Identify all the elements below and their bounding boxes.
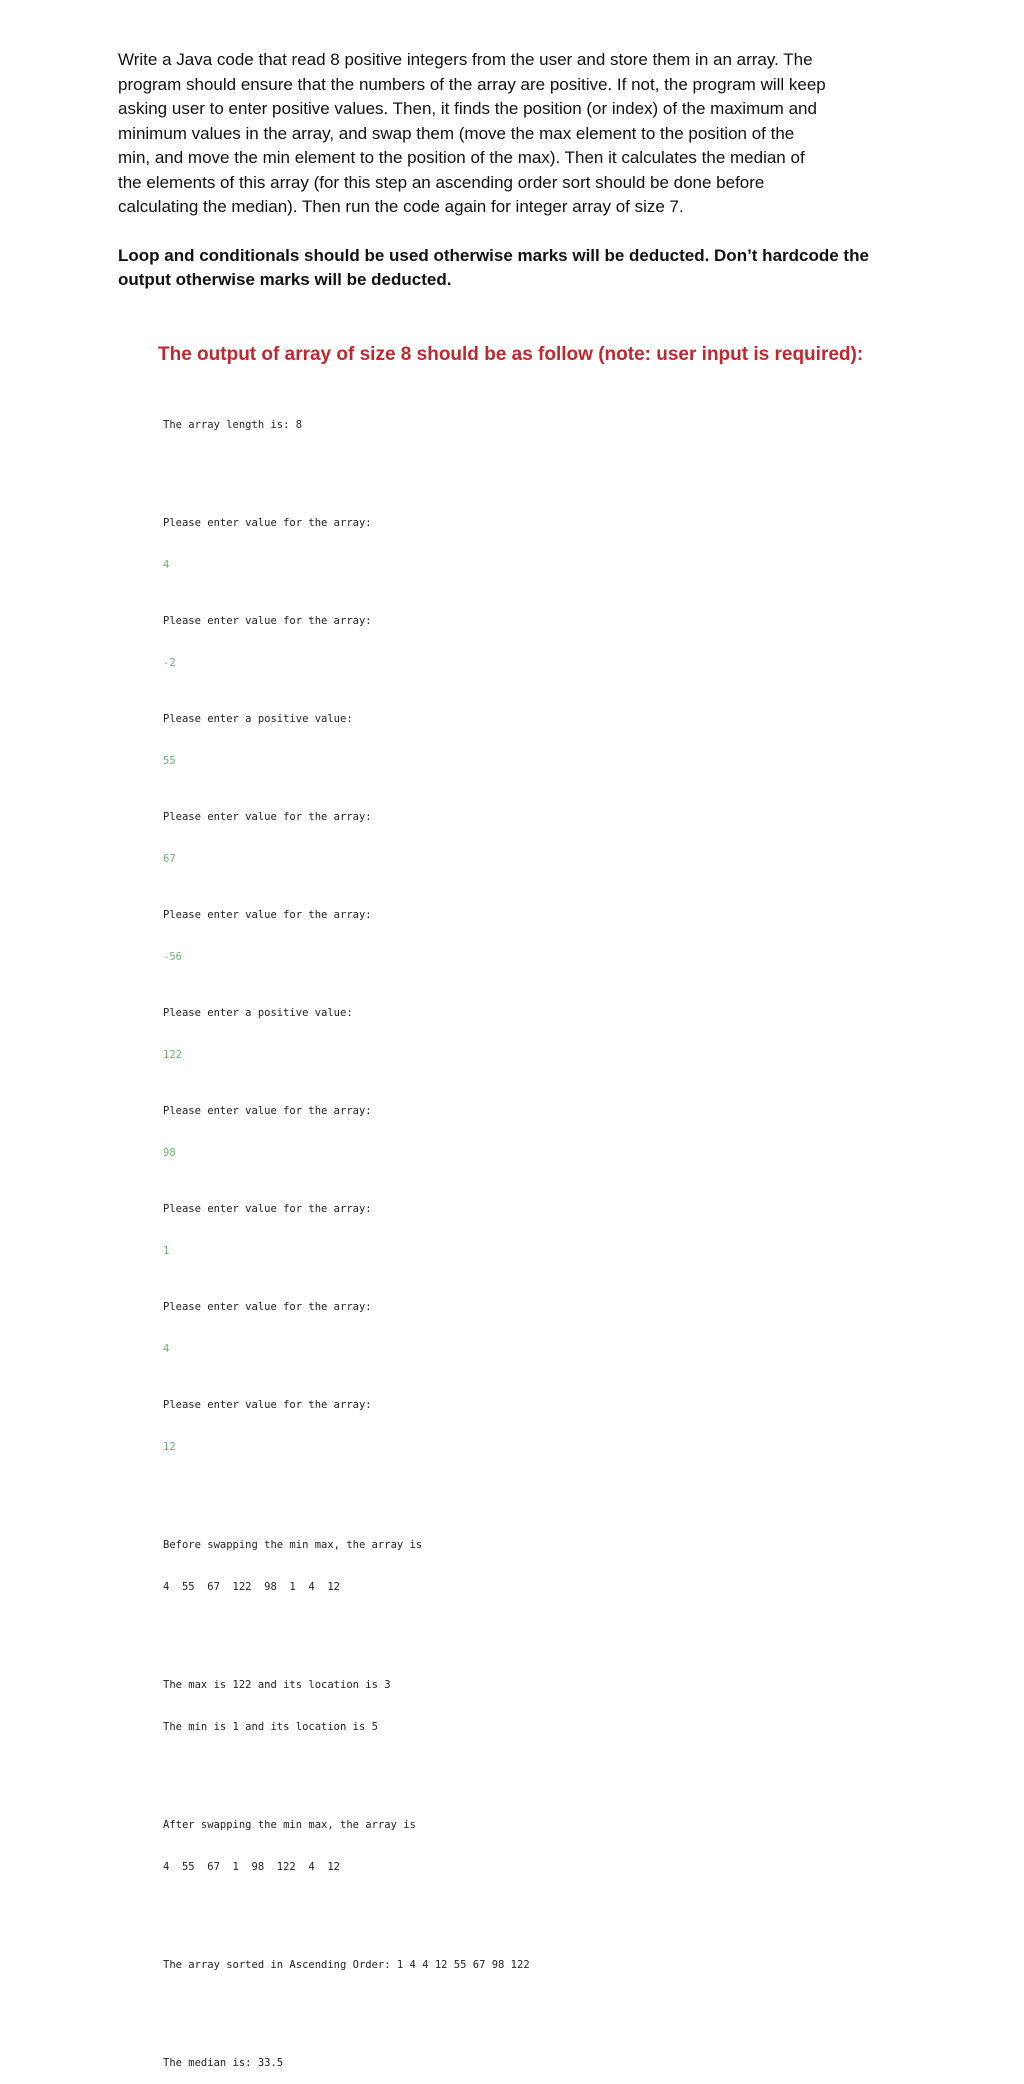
prompt-line: Please enter value for the array: [163,1203,372,1215]
prompt-line: Please enter value for the array: [163,1399,372,1411]
instruction-line: Write a Java code that read 8 positive integers from the user and store them in an array. The [118,50,813,69]
note-line: output otherwise marks will be deducted. [118,270,452,289]
user-input-line: 1 [163,1245,170,1257]
user-input-line: -56 [163,951,182,963]
instruction-line: minimum values in the array, and swap them (move the max element to the position of the [118,123,795,143]
prompt-line: Please enter value for the array: [163,517,372,529]
user-input-line: 67 [163,853,176,865]
instruction-line: program should ensure that the numbers of the array are positive. If not, the program will keep [118,74,826,94]
user-input-line: 4 [163,559,170,571]
before-swap-values: 4 55 67 122 98 1 4 12 [163,1581,341,1593]
prompt-line: Please enter value for the array: [163,909,372,921]
positive-prompt-line: Please enter a positive value: [163,713,353,725]
prompt-line: Please enter value for the array: [163,1105,372,1117]
instruction-line: asking user to enter positive values. Then, it finds the position (or index) of the maximum and [118,99,817,118]
console-output [163,390,530,2084]
output-heading: The output of array of size 8 should be as follow (note: user input is required): [158,344,864,365]
positive-prompt-line: Please enter a positive value: [163,1007,353,1019]
prompt-line: Please enter value for the array: [163,811,372,823]
instruction-line: calculating the median). Then run the code again for integer array of size 7. [118,197,684,216]
min-location-line: The min is 1 and its location is 5 [163,1721,378,1733]
assignment-document [118,48,918,293]
user-input-line: 12 [163,1441,176,1453]
user-input-line: 55 [163,755,176,767]
note-line: Loop and conditionals should be used otherwise marks will be deducted. Don’t hardcode the [118,245,869,265]
instruction-line: min, and move the min element to the position of the max). Then it calculates the median of [118,148,805,167]
sorted-array-line: The array sorted in Ascending Order: 1 4 4 12 55 67 98 122 [163,1959,530,1971]
median-line: The median is: 33.5 [163,2057,284,2069]
user-input-line: 98 [163,1147,176,1159]
user-input-line: 4 [163,1343,170,1355]
max-location-line: The max is 122 and its location is 3 [163,1679,391,1691]
array-length-line: The array length is: 8 [163,419,303,431]
prompt-line: Please enter value for the array: [163,615,372,627]
instructions-paragraph [118,48,918,220]
marking-note [118,244,918,293]
after-swap-label: After swapping the min max, the array is [163,1819,416,1831]
user-input-line: 122 [163,1049,182,1061]
before-swap-label: Before swapping the min max, the array is [163,1539,423,1551]
instruction-line: the elements of this array (for this step an ascending order sort should be done before [118,172,765,192]
prompt-line: Please enter value for the array: [163,1301,372,1313]
user-input-line: -2 [163,657,176,669]
after-swap-values: 4 55 67 1 98 122 4 12 [163,1861,341,1873]
